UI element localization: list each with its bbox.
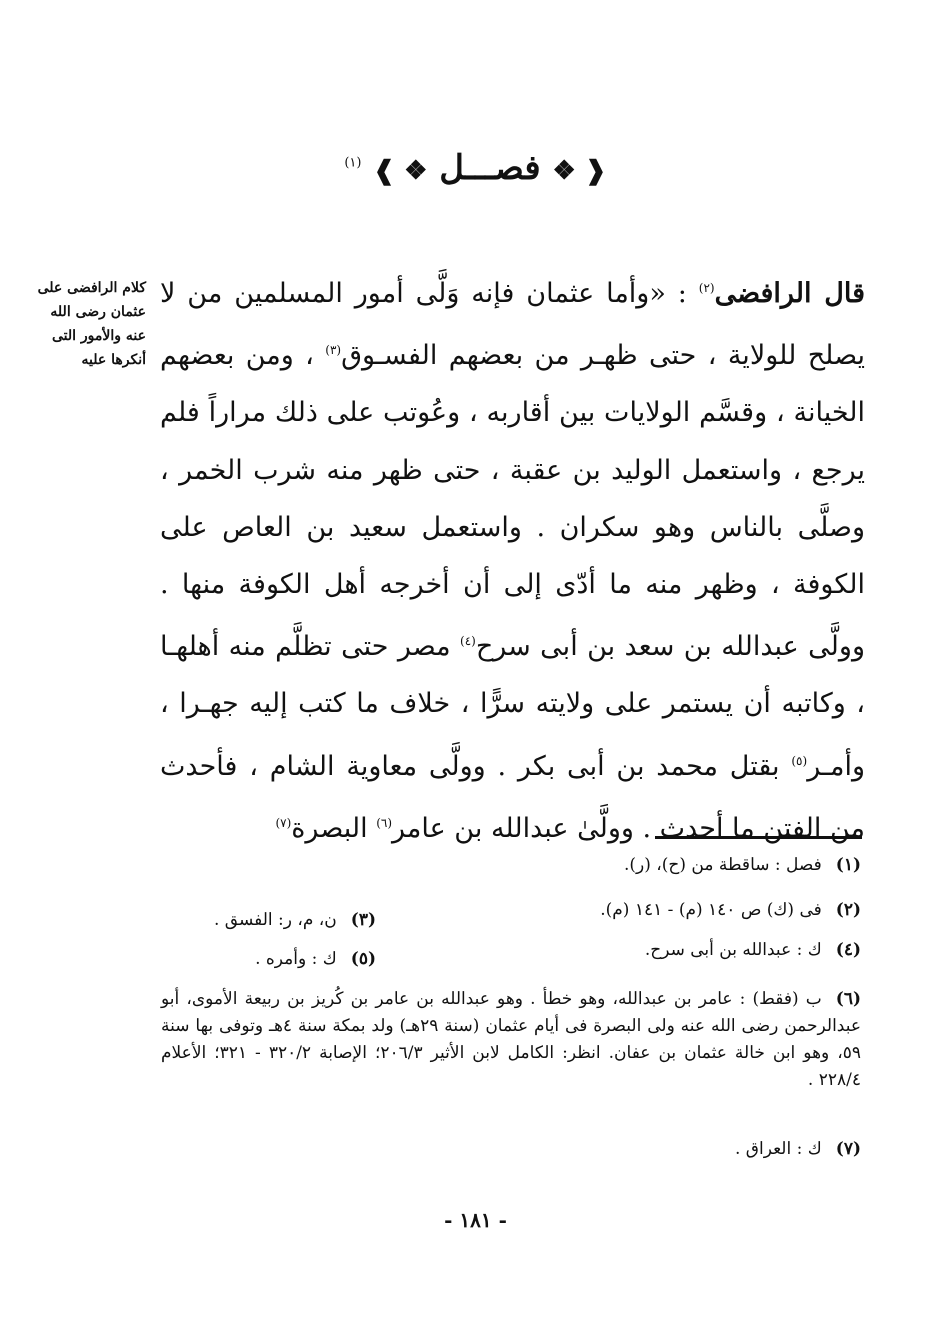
- footnote-4: (٤)ك : عبدالله بن أبى سرح.: [644, 940, 861, 960]
- page-number: - ١٨١ -: [444, 1208, 507, 1232]
- footnote-marker-2: (٢): [698, 281, 715, 295]
- paragraph-text: ، ومن بعضهم الخيانة ، وقسَّم الولايات بين أقاربه ، وعُوتب على ذلك مراراً فلم يرجع ، واستعمل الوليد بن عقبة ، حتى ظهر منه شرب الخمر ، وصلَّى بالناس وهو سكران . واستعمل سعيد بن العاص على الكوفة ، وظهر منه ما أدّى إلى أن أخرجه أهل الكوفة منها . وولَّى عبدالله بن سعد بن أبى سرح: [160, 340, 865, 663]
- footnote-marker-6: (٦): [376, 815, 393, 830]
- paragraph-text: البصرة: [291, 812, 377, 844]
- footnote-5: (٥)ك : وأمره .: [255, 949, 376, 969]
- heading-ornament-open: ❰ ❖: [552, 156, 607, 186]
- footnote-6: (٦)ب (فقط) : عامر بن عبدالله، وهو خطأ . وهو عبدالله بن عامر بن كُريز بن ربيعة الأموى، أبو عبدالرحمن رضى الله عنه ولى البصرة فى أيام عثمان (سنة ٢٩هـ) ولد بمكة سنة ٤هـ وتوفى بها سنة ٥٩، وهو ابن خالة عثمان بن عفان. انظر: الكامل لابن الأثير ٢٠٦/٣؛ الإصابة ٣٢٠/٢ - ٣٢١؛ الأعلام ٢٢٨/٤ .: [161, 989, 861, 1090]
- speaker-label: قال الرافضى: [714, 278, 865, 309]
- paragraph-text: مصر حتى تظلَّم منه أهلهـا ، وكاتبه أن يستمر على ولايته سرًّا ، خلاف ما كتب إليه جهـرا ، وأمـر: [160, 631, 865, 782]
- margin-note: كلام الرافضى على عثمان رضى الله عنه والأمور التى أنكرها عليه: [37, 280, 146, 368]
- heading-ornament-close: ❖ ❱: [373, 156, 428, 186]
- footnote-marker-7: (٧): [275, 815, 292, 830]
- footnote-1: (١)فصل : ساقطة من (ح)، (ر).: [624, 855, 861, 875]
- footnote-2: (٢)فى (ك) ص ١٤٠ (م) - ١٤١ (م).: [600, 900, 861, 920]
- footnote-3: (٣)ن، م، ر: الفسق .: [213, 910, 376, 930]
- footnote-marker-5: (٥): [791, 753, 808, 768]
- footnote-7: (٧)ك : العراق .: [735, 1139, 861, 1159]
- footnote-marker-4: (٤): [460, 634, 476, 649]
- heading-footnote-marker: (١): [344, 155, 362, 171]
- paragraph-text: بقتل محمد بن أبى بكر . وولَّى معاوية الشام ، فأحدث من الفتن ما أحدث . وولَّىٰ عبدالله بن عامر: [160, 750, 865, 844]
- footnote-marker-3: (٣): [325, 343, 342, 358]
- section-heading: [0, 148, 951, 188]
- heading-text: فصـــل: [439, 148, 541, 188]
- paragraph-text: : «وأما عثمان فإنه وَلَّى أمور المسلمين من لا يصلح للولاية ، حتى ظهـر من بعضهم الفسـوق: [160, 278, 866, 372]
- main-paragraph: [160, 260, 865, 857]
- footnote-separator: [655, 836, 862, 839]
